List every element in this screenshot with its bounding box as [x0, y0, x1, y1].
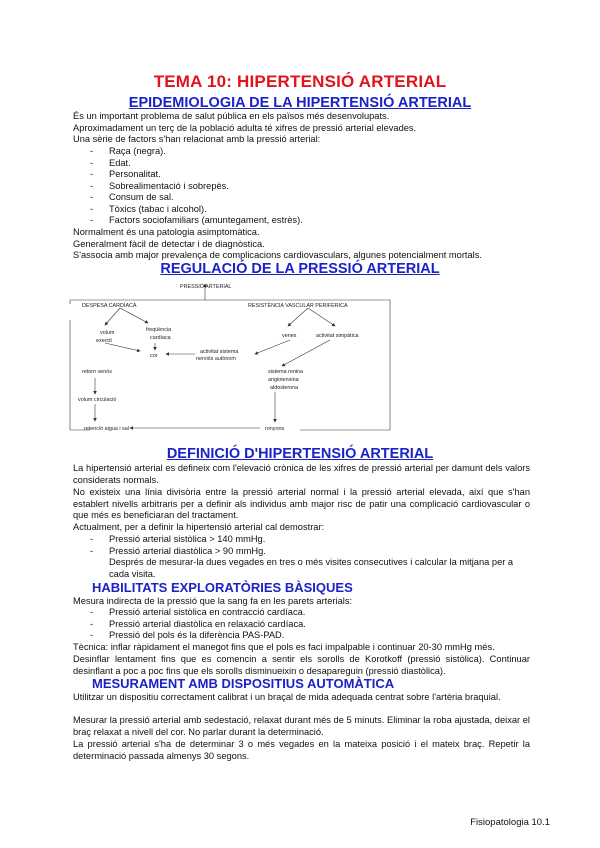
- list-item: - Sobrealimentació i sobrepès.: [90, 181, 303, 193]
- text-line: Una sèrie de factors s'han relacionat amb la pressió arterial:: [73, 134, 321, 145]
- paragraph: La hipertensió arterial es defineix com l'elevació crònica de les xifres de pressió arterial per damunt dels valors considerats normals.: [73, 463, 530, 485]
- diagram-label: PRESSIÓ ARTERIAL: [180, 284, 232, 290]
- paragraph: Mesurar la pressió arterial amb sedestació, relaxat durant més de 5 minuts. Eliminar la roba ajustada, deixar el braç relaxat a nivell del cor. No parlar durant la determinació.: [73, 715, 530, 737]
- diagram-label: freqüència: [146, 327, 172, 333]
- paragraph: Actualment, per a definir la hipertensió arterial cal demostrar:: [73, 522, 325, 532]
- diagram-label: aldosterona: [270, 385, 299, 391]
- diagram-label: cor: [150, 353, 158, 359]
- paragraph: La pressió arterial s'ha de determinar 3 o més vegades en la mateixa posició i el mateix braç. Repetir la determinació passada almenys 30 segons.: [73, 739, 530, 761]
- section-heading-mesurament: MESURAMENT AMB DISPOSITIUS AUTOMÀTICA: [92, 676, 395, 691]
- paragraph: [73, 111, 530, 146]
- list-item: - Edat.: [90, 158, 303, 170]
- list-item: - Consum de sal.: [90, 192, 303, 204]
- paragraph: Utilitzar un dispositiu correctament calibrat i un braçal de mida adequada centrat sobre l'artèria braquial.: [73, 692, 501, 702]
- list-item: - Pressió arterial sistòlica en contracció cardíaca.: [90, 607, 306, 619]
- text-line: Normalment és una patologia asimptomàtica.: [73, 227, 260, 237]
- text-line: S'associa amb major prevalença de complicacions cardiovasculars, algunes potencialment mortals.: [73, 250, 482, 261]
- page-title: TEMA 10: HIPERTENSIÓ ARTERIAL: [153, 72, 447, 91]
- factors-list: [90, 146, 303, 227]
- diagram-label: angiotensina: [268, 377, 299, 383]
- paragraph: Mesura indirecta de la pressió que la sang fa en les parets arterials:: [73, 596, 353, 606]
- section-heading-habilitats: HABILITATS EXPLORATÒRIES BÀSIQUES: [92, 580, 353, 595]
- list-item: - Pressió arterial sistòlica > 140 mmHg.: [90, 534, 266, 546]
- diagram-label: volum: [100, 330, 115, 336]
- list-item: - Pressió del pols és la diferència PAS-PAD.: [90, 630, 306, 642]
- text-line: Aproximadament un terç de la població adulta té xifres de pressió arterial elevades.: [73, 122, 417, 133]
- text-line: És un important problema de salut pública en els països més desenvolupats.: [73, 111, 390, 121]
- diagram-label: volum circulació: [78, 397, 117, 403]
- list-item: - Factors sociofamiliars (amuntegament, estrès).: [90, 215, 303, 227]
- footer-page-label: Fisiopatologia 10.1: [470, 817, 550, 828]
- diagram-label: activitat simpàtica: [316, 333, 359, 339]
- pressure-list: [90, 607, 306, 642]
- diagram-label: activitat sistema: [200, 349, 239, 355]
- diagram-label: retorn venós: [82, 369, 112, 375]
- diagram-label: retenció aigua i sal: [84, 426, 129, 432]
- criteria-list: [90, 534, 266, 557]
- paragraph: Tècnica: inflar ràpidament el manegot fins que el pols es faci impalpable i continuar 20-30 mmHg més.: [73, 642, 495, 652]
- list-item: - Raça (negra).: [90, 146, 303, 158]
- diagram-label: cardíaca: [150, 335, 171, 341]
- list-item: - Pressió arterial diastòlica en relaxació cardíaca.: [90, 619, 306, 631]
- paragraph: No existeix una línia divisòria entre la pressió arterial normal i la pressió arterial elevada, així que s'han establert nivells arbitraris per a definir als individus amb major risc de patir una complicació cardiovascular o que més es beneficiaran del tractament.: [73, 487, 530, 521]
- diagram-label: sistema renina: [268, 369, 304, 375]
- section-heading-regulacio: REGULACIÓ DE LA PRESSIÓ ARTERIAL: [160, 261, 440, 277]
- diagram-label: ronyons: [265, 426, 285, 432]
- diagram-label: exercit: [96, 338, 112, 344]
- diagram-label: nerviós autònom: [196, 356, 236, 362]
- list-item: - Personalitat.: [90, 169, 303, 181]
- section-heading-definicio: DEFINICIÓ D'HIPERTENSIÓ ARTERIAL: [166, 446, 434, 462]
- text-line: Generalment fàcil de detectar i de diagnòstica.: [73, 238, 265, 249]
- diagram-label: RESISTÈNCIA VASCULAR PERIFÈRICA: [248, 303, 348, 309]
- diagram-label: DESPESA CARDÍACA: [82, 303, 137, 309]
- paragraph: Després de mesurar-la dues vegades en tres o més visites consecutives i calcular la mitjana per a cada visita.: [109, 557, 514, 579]
- list-item: - Pressió arterial diastòlica > 90 mmHg.: [90, 546, 266, 558]
- paragraph: [73, 227, 543, 262]
- regulation-diagram: [60, 280, 400, 440]
- section-heading-epidemiologia: EPIDEMIOLOGIA DE LA HIPERTENSIÓ ARTERIAL: [128, 95, 472, 111]
- list-item: - Tòxics (tabac i alcohol).: [90, 204, 303, 216]
- paragraph: Desinflar lentament fins que es comencin a sentir els sorolls de Korotkoff (pressió sistòlica). Continuar desinflant a poc a poc fins que els sorolls disminueixin o desapareguin (pressió diastòlica).: [73, 654, 530, 676]
- diagram-label: venes: [282, 333, 297, 339]
